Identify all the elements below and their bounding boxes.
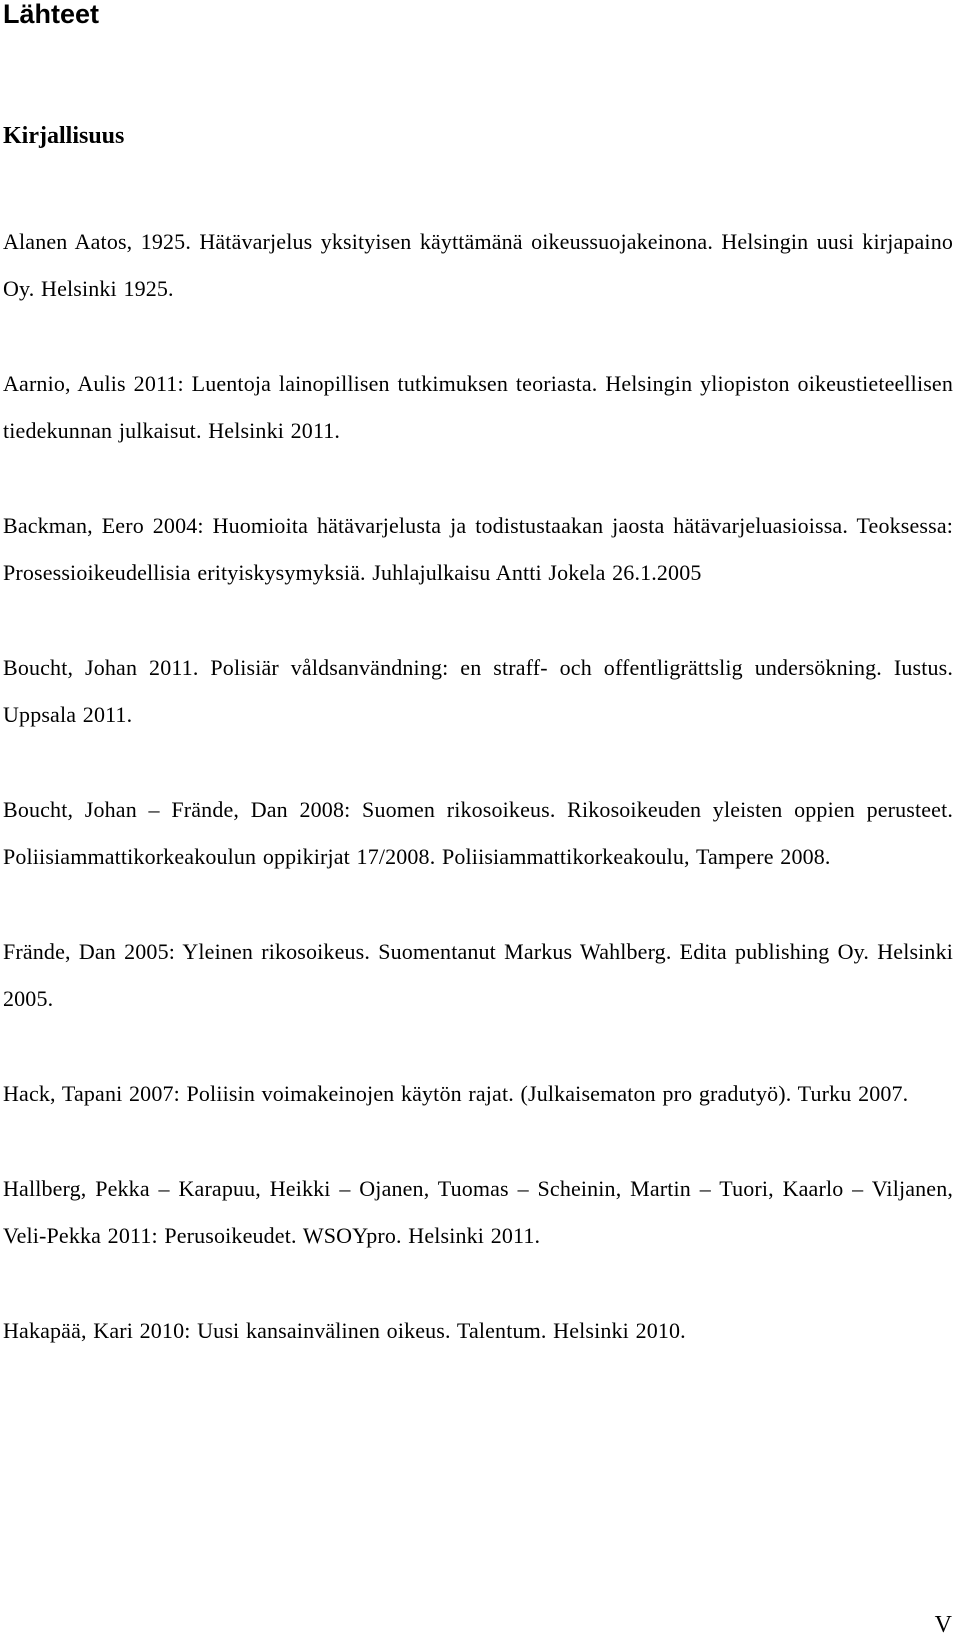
reference-item: Boucht, Johan 2011. Polisiär våldsanvändning: en straff- och offentligrättslig undersökning. Iustus. Uppsala 2011. xyxy=(3,655,953,727)
reference-item: Frände, Dan 2005: Yleinen rikosoikeus. Suomentanut Markus Wahlberg. Edita publishing Oy. Helsinki 2005. xyxy=(3,939,953,1011)
reference-item: Alanen Aatos, 1925. Hätävarjelus yksityisen käyttämänä oikeussuojakeinona. Helsingin uusi kirjapaino Oy. Helsinki 1925. xyxy=(3,229,953,301)
reference-list xyxy=(3,218,953,1354)
reference-item: Hallberg, Pekka – Karapuu, Heikki – Ojanen, Tuomas – Scheinin, Martin – Tuori, Kaarlo – Viljanen, Veli-Pekka 2011: Perusoikeudet. WSOYpro. Helsinki 2011. xyxy=(3,1176,953,1248)
section-heading-literature: Kirjallisuus xyxy=(3,123,125,149)
reference-item: Hack, Tapani 2007: Poliisin voimakeinojen käytön rajat. (Julkaisematon pro gradutyö). Turku 2007. xyxy=(3,1081,909,1106)
reference-item: Aarnio, Aulis 2011: Luentoja lainopillisen tutkimuksen teoriasta. Helsingin yliopiston oikeustieteellisen tiedekunnan julkaisut. Helsinki 2011. xyxy=(3,371,953,443)
page-number: V xyxy=(934,1612,952,1638)
reference-item: Boucht, Johan – Frände, Dan 2008: Suomen rikosoikeus. Rikosoikeuden yleisten oppien perusteet. Poliisiammattikorkeakoulun oppikirjat 17/2008. Poliisiammattikorkeakoulu, Tampere 2008. xyxy=(3,797,953,869)
reference-item: Backman, Eero 2004: Huomioita hätävarjelusta ja todistustaakan jaosta hätävarjeluasioissa. Teoksessa: Prosessioikeudellisia erityiskysymyksiä. Juhlajulkaisu Antti Jokela 26.1.2005 xyxy=(3,513,953,585)
page-title: Lähteet xyxy=(3,0,100,29)
reference-item: Hakapää, Kari 2010: Uusi kansainvälinen oikeus. Talentum. Helsinki 2010. xyxy=(3,1318,686,1343)
